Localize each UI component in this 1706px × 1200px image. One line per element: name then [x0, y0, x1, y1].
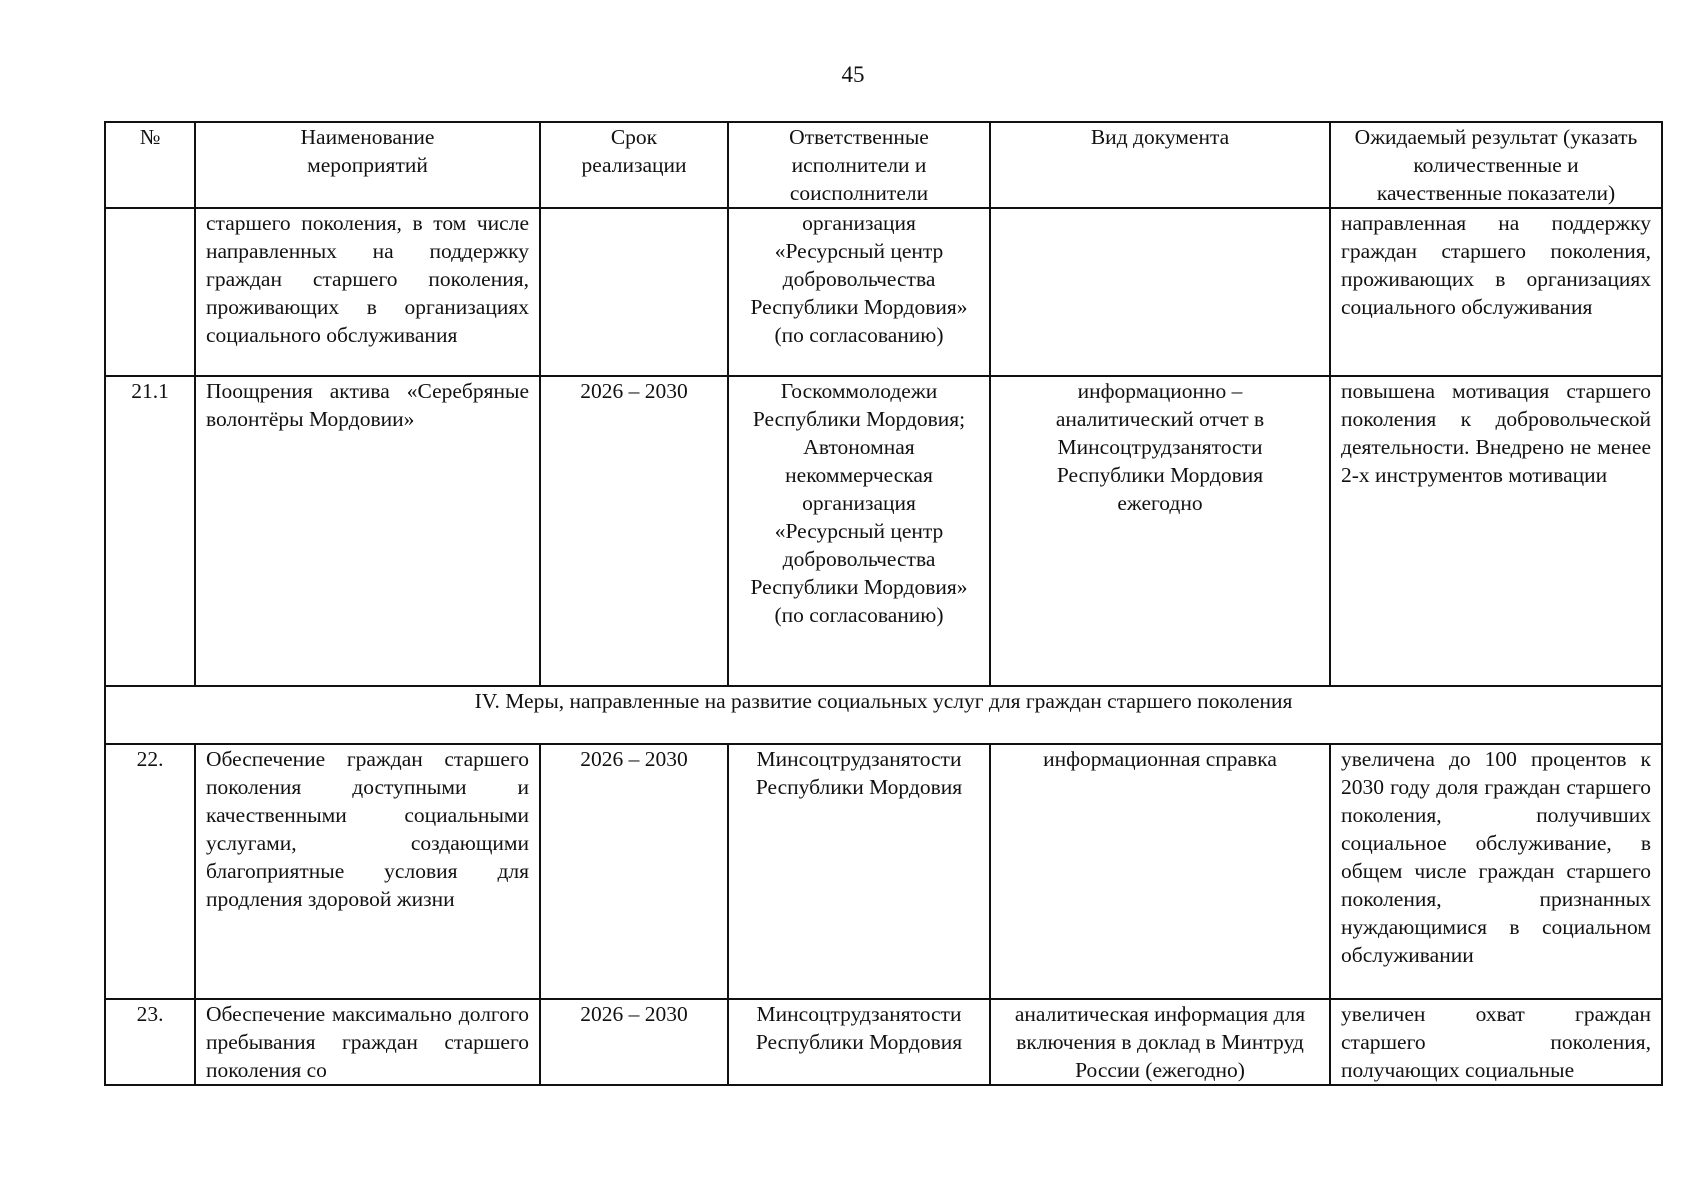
row-name: Обеспечение максимально долгого пребывания граждан старшего поколения со [195, 999, 540, 1085]
row-responsible: Госкоммолодежи Республики Мордовия; Автономная некоммерческая организация «Ресурсный центр добровольчества Республики Мордовия» (по согласованию) [728, 376, 990, 686]
row-responsible: Минсоцтрудзанятости Республики Мордовия [728, 744, 990, 999]
row-term: 2026 – 2030 [540, 744, 728, 999]
row-term [540, 208, 728, 376]
row-doc-type: аналитическая информация для включения в доклад в Минтруд России (ежегодно) [990, 999, 1330, 1085]
row-result: увеличена до 100 процентов к 2030 году доля граждан старшего поколения, получивших социальное обслуживание, в общем числе граждан старшего поколения, признанных нуждающимися в социальном обслуживании [1330, 744, 1662, 999]
header-responsible: Ответственные исполнители и соисполнители [728, 122, 990, 208]
row-doc-type [990, 208, 1330, 376]
header-num: № [105, 122, 195, 208]
page-number: 45 [841, 62, 865, 87]
row-num: 23. [105, 999, 195, 1085]
row-term: 2026 – 2030 [540, 376, 728, 686]
action-plan-table [104, 121, 1663, 1086]
section-row [105, 686, 1662, 744]
row-result: повышена мотивация старшего поколения к добровольческой деятельности. Внедрено не менее 2-х инструментов мотивации [1330, 376, 1662, 686]
table-row [105, 999, 1662, 1085]
row-result: направленная на поддержку граждан старшего поколения, проживающих в организациях социального обслуживания [1330, 208, 1662, 376]
row-doc-type: информационно – аналитический отчет в Минсоцтрудзанятости Республики Мордовия ежегодно [990, 376, 1330, 686]
row-name: Поощрения актива «Серебряные волонтёры Мордовии» [195, 376, 540, 686]
row-num: 21.1 [105, 376, 195, 686]
row-responsible: организация «Ресурсный центр добровольчества Республики Мордовия» (по согласованию) [728, 208, 990, 376]
section-title: IV. Меры, направленные на развитие социальных услуг для граждан старшего поколения [105, 686, 1662, 744]
row-num: 22. [105, 744, 195, 999]
row-result: увеличен охват граждан старшего поколения, получающих социальные [1330, 999, 1662, 1085]
header-result: Ожидаемый результат (указать количественные и качественные показатели) [1330, 122, 1662, 208]
row-num [105, 208, 195, 376]
header-name: Наименование мероприятий [195, 122, 540, 208]
header-doc-type: Вид документа [990, 122, 1330, 208]
table-header-row [105, 122, 1662, 208]
row-doc-type: информационная справка [990, 744, 1330, 999]
table-row [105, 376, 1662, 686]
row-name: Обеспечение граждан старшего поколения доступными и качественными социальными услугами, создающими благоприятные условия для продления здоровой жизни [195, 744, 540, 999]
row-responsible: Минсоцтрудзанятости Республики Мордовия [728, 999, 990, 1085]
table-row [105, 744, 1662, 999]
row-name: старшего поколения, в том числе направленных на поддержку граждан старшего поколения, проживающих в организациях социального обслуживания [195, 208, 540, 376]
header-term: Срок реализации [540, 122, 728, 208]
table-row [105, 208, 1662, 376]
row-term: 2026 – 2030 [540, 999, 728, 1085]
